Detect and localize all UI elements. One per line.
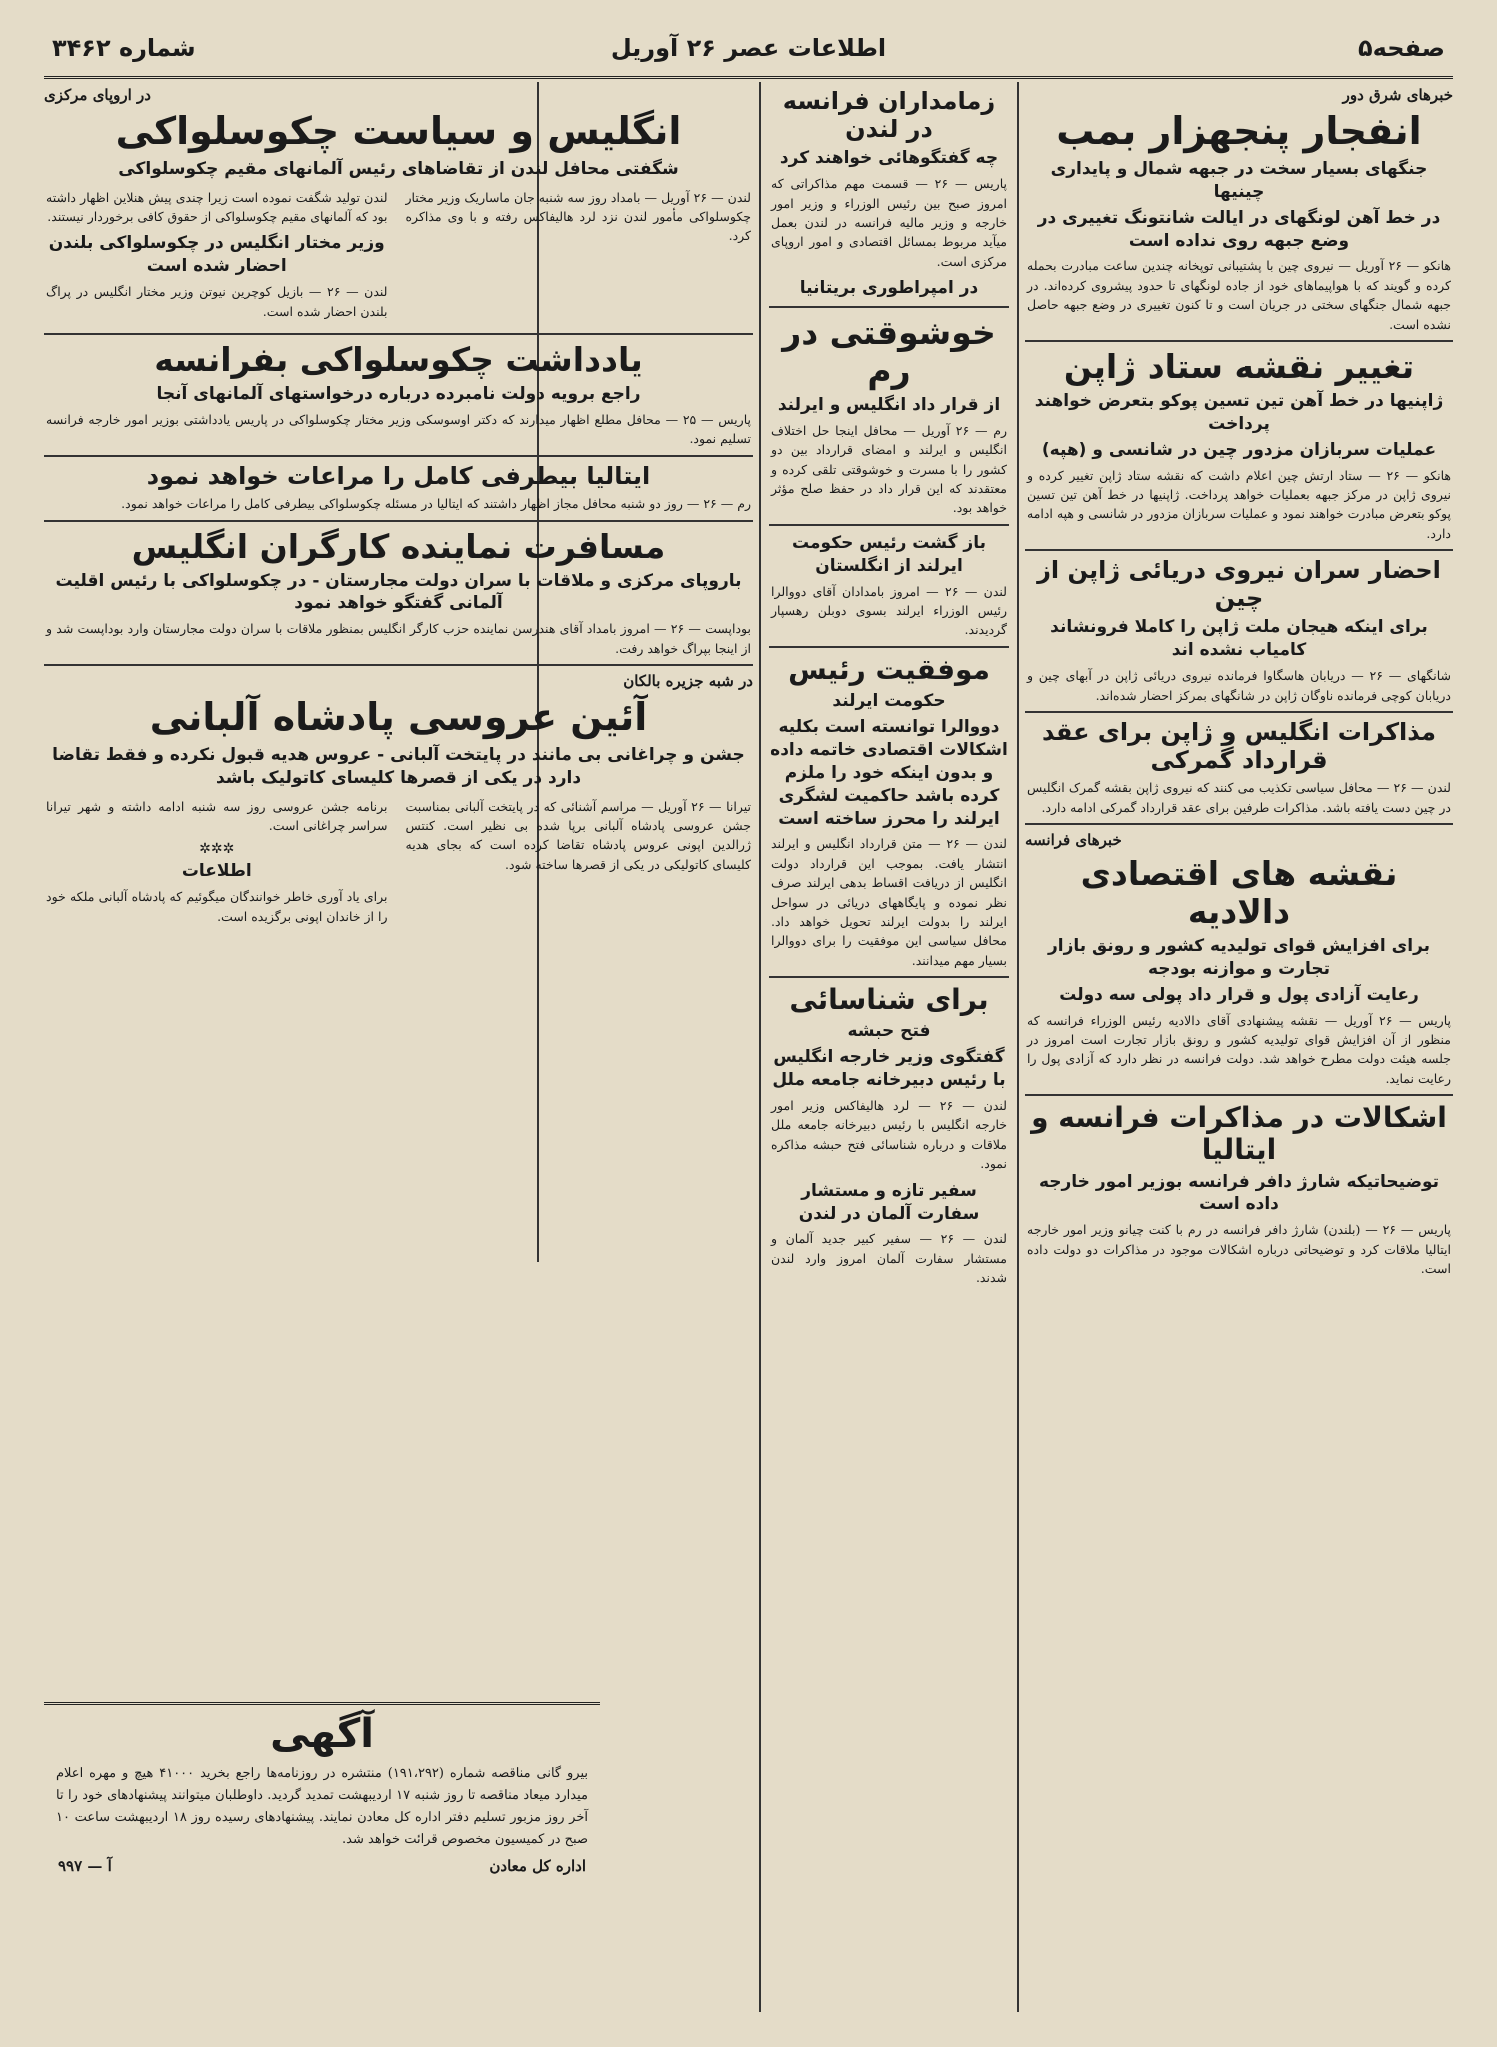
divider <box>1025 1094 1453 1096</box>
article-albania-wedding <box>44 696 753 932</box>
article-body: لندن تولید شگفت نموده است زیرا چندی پیش هنلاین اظهار داشته بود که آلمانهای مقیم چکوسلواکی از حقوق کافی برخوردار نیستند. <box>46 189 388 224</box>
subheadline: برای افزایش قوای تولیدیه کشور و رونق بازار تجارت و موازنه بودجه <box>1047 935 1431 979</box>
article-ireland-return <box>769 532 1009 640</box>
subheadline: باروپای مرکزی و ملاقات با سران دولت مجارستان - در چکوسلواکی با رئیس اقلیت آلمانی گفتگو خواهد نمود <box>55 570 742 614</box>
headline: آئین عروسی پادشاه آلبانی <box>149 695 648 740</box>
subheadline: از قرار داد انگلیس و ایرلند <box>777 394 1001 415</box>
divider <box>1025 340 1453 342</box>
headline: مسافرت نماینده کارگران انگلیس <box>131 526 666 566</box>
article-body: پاریس — ۲۵ — محافل مطلع اظهار میدارند که دکتر اوسوسکی وزیر مختار چکوسلواکی در پاریس یادداشتی بوزیر امور خارجه فرانسه تسلیم نمود. <box>46 411 751 447</box>
article-body: لندن — ۲۶ — سفیر کبیر جدید آلمان و مستشار سفارت آلمان امروز وارد لندن شدند. <box>771 1231 1007 1286</box>
subheadline: برای اینکه هیجان ملت ژاپن را کاملا فرونشاند کامیاب نشده اند <box>1050 617 1428 661</box>
article-navy-recall <box>1025 557 1453 705</box>
article-french-leaders <box>769 88 1009 300</box>
subheadline: اطلاعات <box>181 861 252 882</box>
headline: ایتالیا بیطرفی کامل را مراعات خواهد نمود <box>146 461 651 490</box>
subheadline: راجع برویه دولت نامبرده درباره درخواستهای آلمانهای آنجا <box>156 383 641 404</box>
divider <box>1025 711 1453 713</box>
article-body: هانکو — ۲۶ آوریل — نیروی چین با پشتیبانی توپخانه چندین ساعت مبادرت بحمله کرده و گویند که با هواپیماهای خود از جاده لونگهای تا حدود پیشروی کرده‌اند. در جبهه شمال جنگهای سختی در جریان است و تا کنون تغییری در وضع جبهه حاصل نشده است. <box>1027 258 1452 332</box>
column-central-europe <box>44 82 753 1692</box>
article-body: رم — ۲۶ — روز دو شنبه محافل مجاز اظهار داشتند که ایتالیا در مسئله چکوسلواکی بیطرفی کامل را مراعات خواهد نمود. <box>121 496 751 512</box>
divider <box>1025 823 1453 825</box>
ad-title: آگهی <box>270 1711 374 1757</box>
article-daladier <box>1025 855 1453 1088</box>
headline: مذاکرات انگلیس و ژاپن برای عقد قرارداد گمرکی <box>1042 718 1436 774</box>
divider <box>44 664 753 666</box>
article-success <box>769 654 1009 970</box>
ad-signature: اداره کل معادن <box>489 1857 586 1876</box>
section-kicker: در شبه جزیره بالکان <box>623 672 753 691</box>
article-body: پاریس — ۲۶ — قسمت مهم مذاکراتی که امروز صبح بین رئیس الوزراء و وزیر امور خارجه و وزیر مالیه فرانسه در لندن بعمل میآید مربوط بمسائل اقتصادی و امور اروپای مرکزی است. <box>771 176 1008 269</box>
headline: برای شناسائی <box>789 983 989 1017</box>
divider <box>1025 549 1453 551</box>
subheadline: ژاپنیها در خط آهن تین تسین پوکو بتعرض خواهند پرداخت <box>1034 390 1444 434</box>
newspaper-title-date: اطلاعات عصر ۲۶ آوریل <box>610 34 887 62</box>
divider <box>44 520 753 522</box>
ornament-stars: ✲✲✲ <box>199 841 235 858</box>
divider <box>44 455 753 457</box>
article-japan-staff <box>1025 348 1453 543</box>
subheadline: شگفتی محافل لندن از تقاضاهای رئیس آلمانهای مقیم چکوسلواکی <box>118 158 679 179</box>
subheadline: در خط آهن لونگهای در ایالت شانتونگ تغییری در وضع جبهه روی نداده است <box>1037 207 1441 251</box>
article-body: پاریس — ۲۶ — (بلندن) شارژ دافر فرانسه در رم با کنت چیانو وزیر امور خارجه ایتالیا ملاقات کرد و توضیحاتی درباره اشکالات موجود در مذاکرات دو دولت داده است. <box>1027 1222 1451 1277</box>
article-rome-pleasure <box>769 314 1009 518</box>
article-czech-policy <box>44 110 753 327</box>
headline: موفقیت رئیس <box>788 652 990 686</box>
divider <box>769 524 1009 526</box>
section-kicker: در اروپای مرکزی <box>44 86 151 104</box>
headline: یادداشت چکوسلواکی بفرانسه <box>154 340 643 379</box>
article-czech-note <box>44 341 753 449</box>
subheadline: توضیحاتیکه شارژ دافر فرانسه بوزیر امور خارجه داده است <box>1038 1171 1440 1215</box>
article-body: لندن — ۲۶ — لرد هالیفاکس وزیر امور خارجه انگلیس با رئیس دبیرخانه جامعه ملل ملاقات و درباره شناسائی فتح حبشه مذاکره نمود. <box>771 1098 1007 1172</box>
headline: تغییر نقشه ستاد ژاپن <box>1063 346 1415 386</box>
advertisement <box>44 1702 600 2015</box>
article-body: پاریس — ۲۶ آوریل — نقشه پیشنهادی آقای دالادیه رئیس الوزراء فرانسه که منظور از آن افزایش قوای تولیدیه کشور و رونق بازار تجارت است امروز در جلسه هیئت دولت مطرح خواهد شد. دولت فرانسه در نظر دارد که آزادی پول را رعایت نماید. <box>1027 1012 1451 1086</box>
subheadline: حکومت ایرلند <box>832 690 946 711</box>
subheadline: جنگهای بسیار سخت در جبهه شمال و پایداری چینیها <box>1050 158 1428 202</box>
subheadline: چه گفتگوهائی خواهند کرد <box>779 148 999 169</box>
article-italy-neutral <box>44 463 753 514</box>
article-body: برای یاد آوری خاطر خوانندگان میگوئیم که پادشاه آلبانی ملکه خود را از خاندان اپونی برگزیده است. <box>46 889 388 924</box>
headline: خوشوقتی در رم <box>782 312 996 390</box>
article-body: تیرانا — ۲۶ آوریل — مراسم آشنائی که در پایتخت آلبانی بمناسبت جشن عروسی پادشاه آلبانی برپا شده بی نظیر است. کنتس ژرالدین اپونی عروس پادشاه تقاضا کرده است که بجای هدیه کلیسای کاتولیکی در یکی از قصرها ساخته شود. <box>405 798 751 872</box>
column-far-east-france <box>1025 82 1453 2012</box>
subheadline: دووالرا توانسته است بکلیه اشکالات اقتصادی خاتمه داده و بدون اینکه خود را ملزم کرده باشد حاکمیت لشگری ایرلند را محرز ساخته است <box>770 716 1008 829</box>
divider <box>44 333 753 335</box>
article-recognition <box>769 984 1009 1288</box>
headline: انفجار پنجهزار بمب <box>1056 109 1422 153</box>
subheadline: جشن و چراغانی بی مانند در پایتخت آلبانی - عروس هدیه قبول نکرده و فقط تقاضا دارد در یکی از قصرها کلیسای کاتولیک باشد <box>52 744 745 788</box>
article-labour-trip <box>44 528 753 659</box>
subheadline: وزیر مختار انگلیس در چکوسلواکی بلندن احضار شده است <box>48 233 385 277</box>
divider <box>769 646 1009 648</box>
divider <box>769 306 1009 308</box>
article-body: لندن — ۲۶ آوریل — بامداد روز سه شنبه جان ماساریک وزیر مختار چکوسلواکی مأمور لندن نزد لرد هالیفاکس رفته و با وی مذاکره کرد. <box>405 189 751 244</box>
ad-footer <box>44 1851 600 1881</box>
ad-body: بیرو گانی مناقصه شماره (۱۹۱،۲۹۲) منتشره در روزنامه‌ها راجع بخرید ۴۱۰۰۰ هیچ و مهره اعلام میدارد میعاد مناقصه تا روز شنبه ۱۷ اردیبهشت تمدید گردید. داوطلبان میتوانند پیشنهادهای خود را تا آخر روز مزبور تسلیم دفتر اداره کل معادن نمایند. پیشنهادهای رسیده روز ۱۸ اردیبهشت ساعت ۱۰ صبح در کمیسیون مخصوص قرائت خواهد شد. <box>56 1766 588 1848</box>
subheadline: در امپراطوری بریتانیا <box>799 278 979 298</box>
column-rule <box>1017 82 1019 2012</box>
headline: نقشه های اقتصادی دالادیه <box>1080 853 1398 931</box>
article-body: برنامه جشن عروسی روز سه شنبه ادامه داشته و شهر تیرانا سراسر چراغانی است. <box>46 798 388 834</box>
issue-number: شماره ۳۴۶۲ <box>52 34 196 62</box>
headline: اشکالات در مذاکرات فرانسه و ایتالیا <box>1031 1101 1447 1167</box>
column-rule <box>759 82 761 2012</box>
ad-code: آ — ۹۹۷ <box>58 1857 112 1876</box>
subheadline: رعایت آزادی پول و قرار داد پولی سه دولت <box>1059 984 1419 1005</box>
article-body: لندن — ۲۶ — متن قرارداد انگلیس و ایرلند انتشار یافت. بموجب این قرارداد دولت انگلیس از دریافت اقساط بدهی ایرلند صرف نظر نموده و پایگاههای دریائی در سواحل ایرلند را بدولت ایرلند تحویل خواهد داد. محافل سیاسی این موفقیت را برای دووالرا بسیار مهم میدانند. <box>771 836 1007 968</box>
article-body: بوداپست — ۲۶ — امروز بامداد آقای هندرسن نماینده حزب کارگر انگلیس بمنظور ملاقات با سران دولت مجارستان وارد بوداپست شد و از اینجا بپراگ خواهد رفت. <box>46 621 751 656</box>
article-body: هانکو — ۲۶ — ستاد ارتش چین اعلام داشت که نقشه ستاد ژاپن تغییر کرده و نیروی ژاپن در مرکز جبهه بعملیات خواهد پرداخت. ژاپنیها در خط آهن تین تسین پوکو بتعرض مبادرت خواهند نمود و عملیات سربازان مزدور در شانسی و هپه ادامه دارد. <box>1027 467 1452 541</box>
article-bombs <box>1025 110 1453 334</box>
article-customs <box>1025 719 1453 817</box>
masthead <box>44 28 1453 79</box>
subheadline: عملیات سربازان مزدور چین در شانسی و (هپه) <box>1041 439 1437 460</box>
headline: زمامداران فرانسه در لندن <box>782 87 996 143</box>
article-body: رم — ۲۶ آوریل — محافل اینجا حل اختلاف انگلیس و ایرلند و امضای قرارداد بین دو کشور را با مسرت و خوشوقتی تلقی کرده و معتقدند که این قرار داد در حفظ صلح مؤثر خواهد بود. <box>771 422 1007 516</box>
subheadline: سفیر تازه و مستشار سفارت آلمان در لندن <box>798 1180 980 1224</box>
column-uk-ireland <box>769 82 1009 2012</box>
article-body: شانگهای — ۲۶ — دریابان هاسگاوا فرمانده نیروی دریائی ژاپن در آبهای چین و دریابان کوچی فرمانده ناوگان ژاپن در شانگهای بمرکز احضار شده‌اند. <box>1027 668 1451 703</box>
section-kicker: خبرهای شرق دور <box>1342 86 1453 104</box>
article-body: لندن — ۲۶ — محافل سیاسی تکذیب می کنند که نیروی ژاپن بقشه گمرک انگلیس در چین دست یافته باشد. مذاکرات طرفین برای عقد قرارداد گمرکی ادامه دارد. <box>1027 780 1451 815</box>
headline: انگلیس و سیاست چکوسلواکی <box>115 109 682 153</box>
subheadline: فتح حبشه <box>847 1021 931 1042</box>
headline: باز گشت رئیس حکومت ایرلند از انگلستان <box>792 532 986 576</box>
page-number: صفحه۵ <box>1358 34 1445 62</box>
headline: احضار سران نیروی دریائی ژاپن از چین <box>1037 556 1441 612</box>
article-body: لندن — ۲۶ — بازیل کوچرین نیوتن وزیر مختار انگلیس در پراگ بلندن احضار شده است. <box>46 284 388 319</box>
section-kicker: خبرهای فرانسه <box>1025 830 1122 849</box>
subheadline: گفتگوی وزیر خارجه انگلیس با رئیس دبیرخانه جامعه ملل <box>772 1047 1006 1091</box>
article-body: لندن — ۲۶ — امروز بامدادان آقای دووالرا رئیس الوزراء ایرلند بسوی دوبلن رهسپار گردیدند. <box>771 583 1007 638</box>
divider <box>769 976 1009 978</box>
article-france-italy <box>1025 1102 1453 1278</box>
